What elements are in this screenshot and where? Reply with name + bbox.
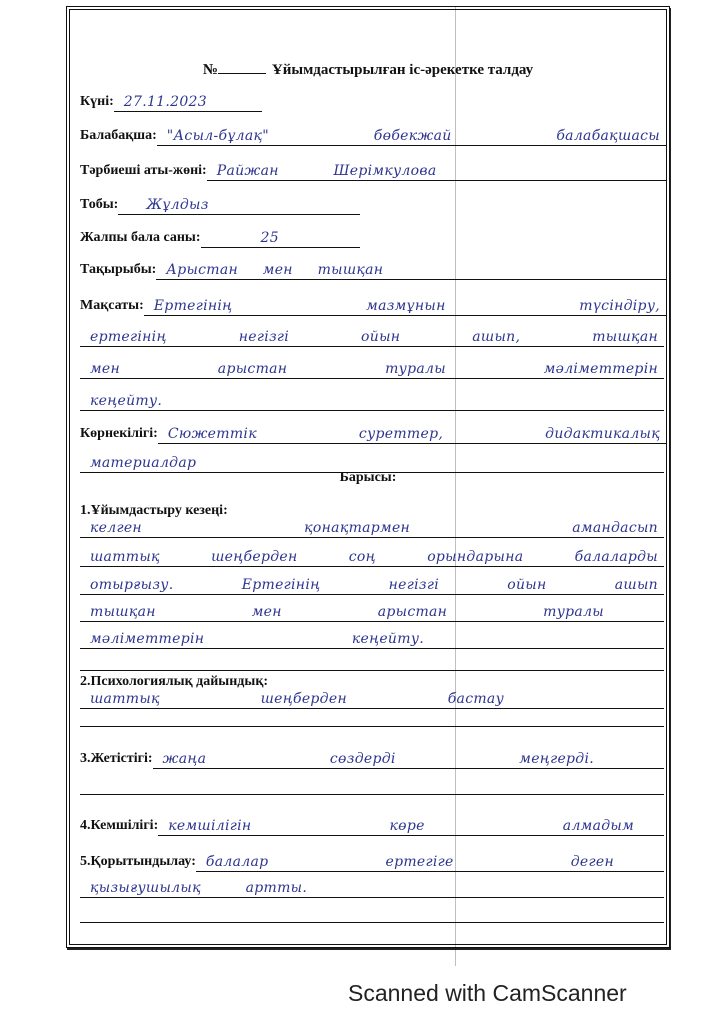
- blank-line: [80, 646, 664, 671]
- number-label: №: [202, 62, 218, 78]
- visuals-field: [80, 420, 666, 444]
- group-field: [80, 191, 360, 215]
- date-field: [80, 88, 262, 112]
- stage1-text: тышқан мен арыстан туралы: [90, 604, 604, 620]
- form-title: [66, 62, 670, 79]
- goal-line-3: [80, 354, 664, 379]
- stage1-line: [80, 570, 664, 595]
- children-label: Жалпы бала саны:: [80, 230, 201, 245]
- progress-heading: Барысы:: [339, 470, 397, 485]
- goal-text: кеңейту.: [90, 393, 163, 409]
- goal-text: ертегінің негізгі ойын ашып, тышқан: [90, 329, 658, 345]
- stage3-label: 3.Жетістігі:: [80, 751, 153, 766]
- stage3-field: [80, 745, 664, 769]
- stage3-value: жаңа сөздерді меңгерді.: [162, 751, 594, 767]
- stage2-text: шаттық шеңберден бастау: [90, 691, 504, 707]
- goal-line-4: [80, 386, 664, 411]
- goal-text: мен арыстан туралы мәліметтерін: [90, 361, 658, 377]
- topic-value: Арыстан мен тышқан: [166, 262, 384, 278]
- stage4-value: кемшілігін көре алмадым: [168, 818, 634, 834]
- visuals-label: Көрнекілігі:: [80, 426, 158, 441]
- goal-line-2: [80, 322, 664, 347]
- teacher-value: Райжан Шерімкулова: [216, 163, 437, 179]
- goal-line: Ертегінің мазмұнын түсіндіру,: [153, 298, 660, 314]
- stage5-value: балалар ертегіге деген: [205, 854, 614, 870]
- number-blank: [218, 73, 266, 74]
- stage1-text: отырғызу. Ертегінің негізгі ойын ашып: [90, 577, 658, 593]
- stage1-text: шаттық шеңберден соң орындарына балаларды: [90, 549, 658, 565]
- teacher-label: Тәрбиеші аты-жөні:: [80, 163, 207, 178]
- teacher-field: [80, 157, 666, 181]
- blank-line: [80, 770, 664, 795]
- topic-field: [80, 256, 666, 280]
- date-label: Күні:: [80, 94, 114, 109]
- stage5-line: [80, 873, 664, 898]
- kindergarten-label: Балабақша:: [80, 128, 157, 143]
- group-label: Тобы:: [80, 197, 119, 212]
- stage1-text: мәліметтерін кеңейту.: [90, 631, 424, 647]
- stage1-label: 1.Ұйымдастыру кезеңі:: [80, 503, 228, 518]
- stage1-line: [80, 597, 664, 622]
- stage1-line: [80, 513, 664, 538]
- goal-label: Мақсаты:: [80, 298, 144, 313]
- camscanner-watermark: Scanned with CamScanner: [348, 980, 627, 1006]
- children-field: [80, 224, 360, 248]
- stage1-text: келген қонақтармен амандасып: [90, 520, 658, 536]
- stage2-label: 2.Психологиялық дайындық:: [80, 674, 269, 689]
- stage5-field: [80, 848, 664, 872]
- stage4-label: 4.Кемшілігі:: [80, 818, 159, 833]
- blank-line: [80, 898, 664, 923]
- title-text: Ұйымдастырылған іс-әрекетке талдау: [271, 62, 534, 78]
- goal-field: [80, 292, 666, 316]
- kindergarten-value: "Асыл-бұлақ" бөбекжай балабақшасы: [166, 128, 660, 144]
- group-value: Жұлдыз: [146, 197, 209, 213]
- kindergarten-field: [80, 122, 666, 146]
- blank-line: [80, 702, 664, 727]
- stage1-line: [80, 542, 664, 567]
- stage4-field: [80, 812, 664, 836]
- visuals-text: материалдар: [90, 455, 197, 471]
- topic-label: Тақырыбы:: [80, 262, 157, 277]
- visuals-value: Сюжеттік суреттер, дидактикалық: [167, 426, 660, 442]
- stage5-text: қызығушылық артты.: [90, 880, 308, 896]
- date-value: 27.11.2023: [123, 94, 207, 110]
- stage5-label: 5.Қорытындылау:: [80, 854, 196, 869]
- children-value: 25: [260, 230, 279, 246]
